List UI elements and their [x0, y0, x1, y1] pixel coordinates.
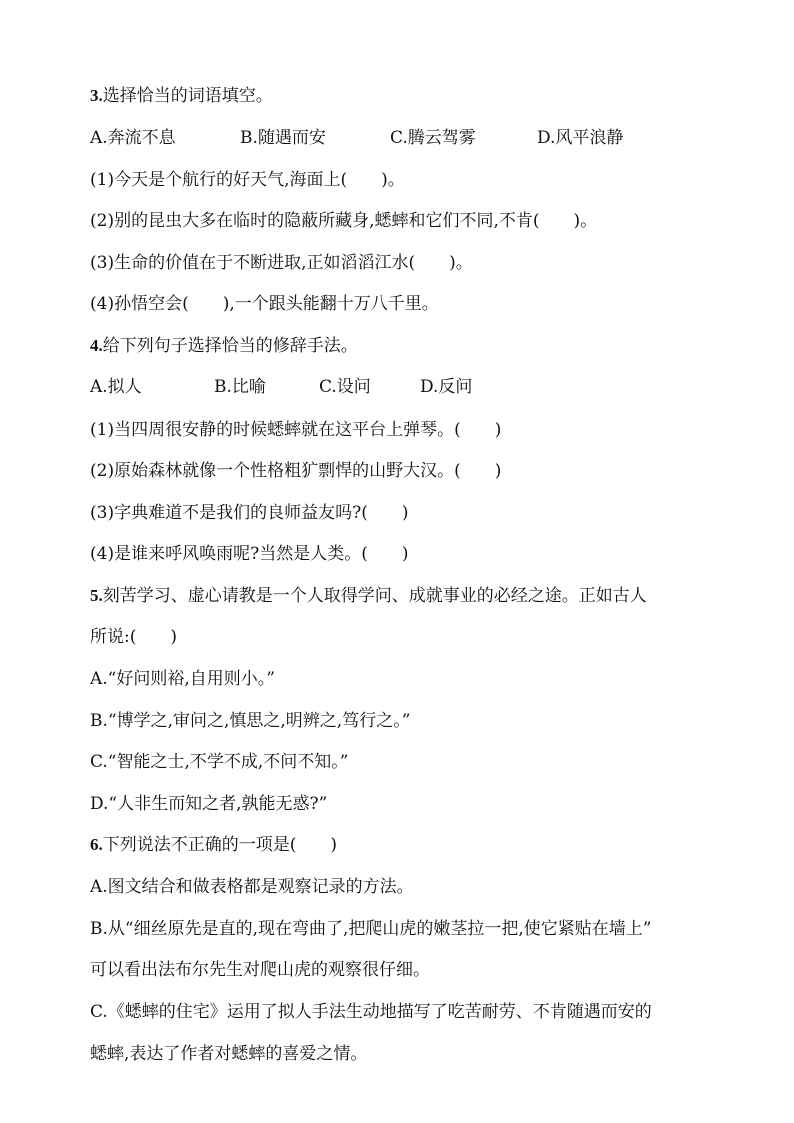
question-3-item-3: (3)生命的价值在于不断进取,正如滔滔江水( )。: [90, 253, 473, 273]
question-5-stem-continued: 所说:( ): [90, 627, 177, 647]
question-4-item-1: (1)当四周很安静的时候蟋蟀就在这平台上弹琴。( ): [90, 420, 502, 440]
question-5-option-a: A.“好问则裕,自用则小。”: [90, 669, 275, 689]
question-5-option-d: D.“人非生而知之者,孰能无惑?”: [90, 794, 328, 814]
question-4-item-2: (2)原始森林就像一个性格粗犷剽悍的山野大汉。( ): [90, 461, 502, 481]
question-6-option-c: C.《蟋蟀的住宅》运用了拟人手法生动地描写了吃苦耐劳、不肯随遇而安的: [90, 1002, 652, 1022]
option-d: D.风平浪静: [537, 128, 624, 148]
question-6-option-b-continued: 可以看出法布尔先生对爬山虎的观察很仔细。: [90, 960, 430, 980]
question-6-option-c-continued: 蟋蟀,表达了作者对蟋蟀的喜爱之情。: [90, 1044, 368, 1064]
question-4-item-3: (3)字典难道不是我们的良师益友吗?( ): [90, 503, 409, 523]
question-6-option-b: B.从“细丝原先是直的,现在弯曲了,把爬山虎的嫩茎拉一把,使它紧贴在墙上”: [90, 919, 652, 939]
question-text: 下列说法不正确的一项是( ): [102, 835, 338, 855]
question-text: 刻苦学习、虚心请教是一个人取得学问、成就事业的必经之途。正如古人: [102, 586, 647, 606]
option-c: C.设问: [319, 377, 371, 397]
question-4-item-4: (4)是谁来呼风唤雨呢?当然是人类。( ): [90, 544, 409, 564]
question-number: 6.: [90, 835, 103, 854]
question-3-item-2: (2)别的昆虫大多在临时的隐蔽所藏身,蟋蟀和它们不同,不肯( )。: [90, 211, 598, 231]
question-5-option-b: B.“博学之,审问之,慎思之,明辨之,笃行之。”: [90, 711, 411, 731]
question-5-stem: [90, 584, 710, 608]
question-number: 5.: [90, 586, 103, 605]
question-number: 4.: [90, 336, 103, 355]
question-text: 选择恰当的词语填空。: [102, 86, 273, 106]
question-4-stem: [90, 334, 710, 358]
option-a: A.拟人: [90, 377, 142, 397]
option-d: D.反问: [420, 377, 473, 397]
option-b: B.随遇而安: [240, 128, 326, 148]
question-6-option-a: A.图文结合和做表格都是观察记录的方法。: [90, 877, 414, 897]
question-6-stem: [90, 833, 710, 857]
question-3-item-4: (4)孙悟空会( ),一个跟头能翻十万八千里。: [90, 294, 439, 314]
option-c: C.腾云驾雾: [390, 128, 476, 148]
question-text: 给下列句子选择恰当的修辞手法。: [102, 336, 358, 356]
question-3-stem: [90, 84, 710, 108]
question-number: 3.: [90, 86, 103, 105]
question-3-item-1: (1)今天是个航行的好天气,海面上( )。: [90, 170, 405, 190]
option-a: A.奔流不息: [90, 128, 176, 148]
question-5-option-c: C.“智能之士,不学不成,不问不知。”: [90, 752, 349, 772]
option-b: B.比喻: [214, 377, 266, 397]
